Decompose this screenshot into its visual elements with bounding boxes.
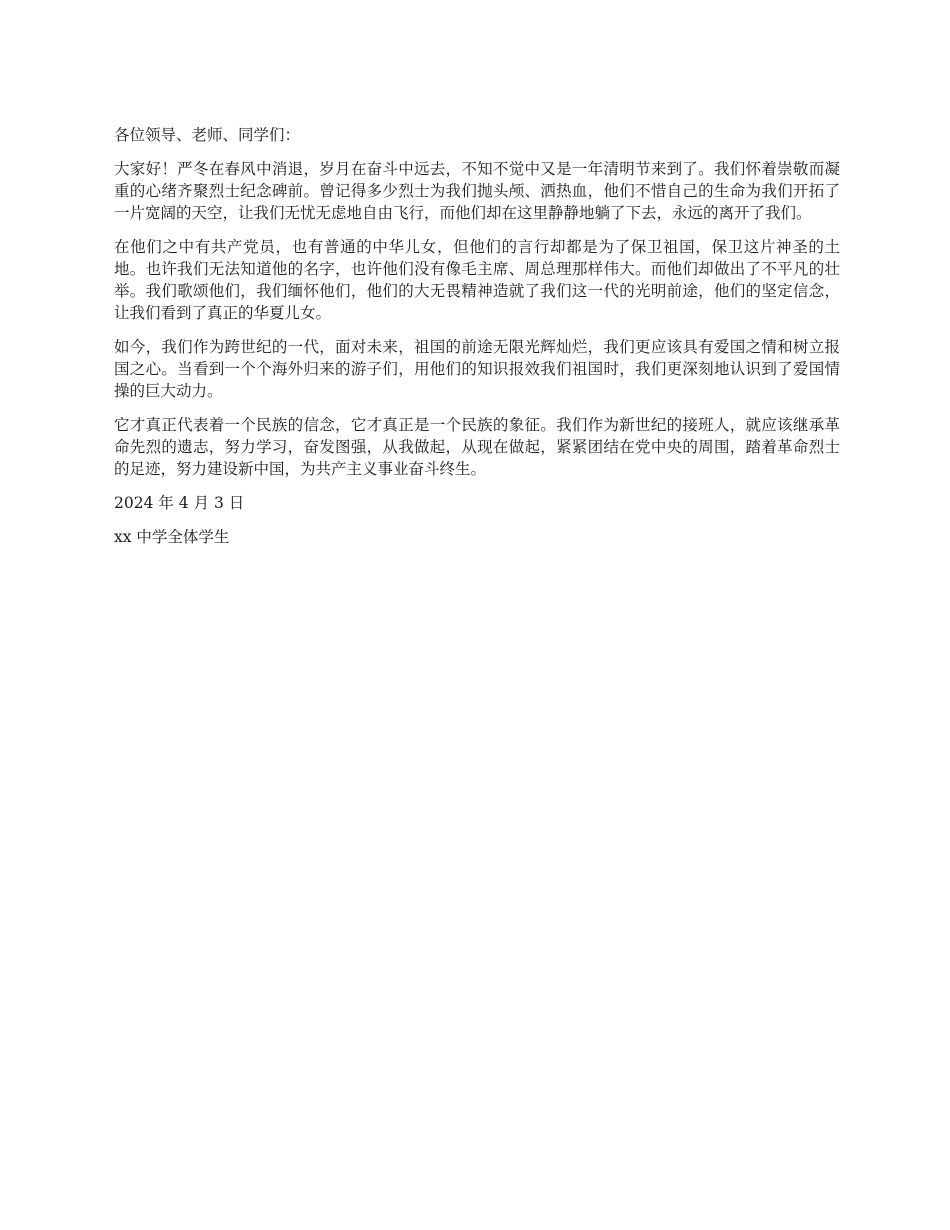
paragraph-4: 它才真正代表着一个民族的信念，它才真正是一个民族的象征。我们作为新世纪的接班人，就应该继承革命先烈的遗志，努力学习，奋发图强，从我做起，从现在做起，紧紧团结在党中央的周围，踏着革命烈士的足迹，努力建设新中国，为共产主义事业奋斗终生。 xyxy=(114,416,840,478)
paragraph-3: 如今，我们作为跨世纪的一代，面对未来，祖国的前途无限光辉灿烂，我们更应该具有爱国之情和树立报国之心。当看到一个个海外归来的游子们，用他们的知识报效我们祖国时，我们更深刻地认识到了爱国情操的巨大动力。 xyxy=(114,338,840,400)
salutation: 各位领导、老师、同学们： xyxy=(114,126,301,144)
letter-body xyxy=(114,124,840,560)
letter-date: 2024 年 4 月 3 日 xyxy=(114,494,245,512)
paragraph-1: 大家好！严冬在春风中消退，岁月在奋斗中远去，不知不觉中又是一年清明节来到了。我们怀着崇敬而凝重的心绪齐聚烈士纪念碑前。曾记得多少烈士为我们抛头颅、洒热血，他们不惜自己的生命为我们开拓了一片宽阔的天空，让我们无忧无虑地自由飞行，而他们却在这里静静地躺了下去，永远的离开了我们。 xyxy=(114,160,840,222)
letter-signature: xx 中学全体学生 xyxy=(114,528,230,546)
paragraph-2: 在他们之中有共产党员，也有普通的中华儿女，但他们的言行却都是为了保卫祖国，保卫这片神圣的土地。也许我们无法知道他的名字，也许他们没有像毛主席、周总理那样伟大。而他们却做出了不平凡的壮举。我们歌颂他们，我们缅怀他们，他们的大无畏精神造就了我们这一代的光明前途，他们的坚定信念，让我们看到了真正的华夏儿女。 xyxy=(114,238,840,322)
